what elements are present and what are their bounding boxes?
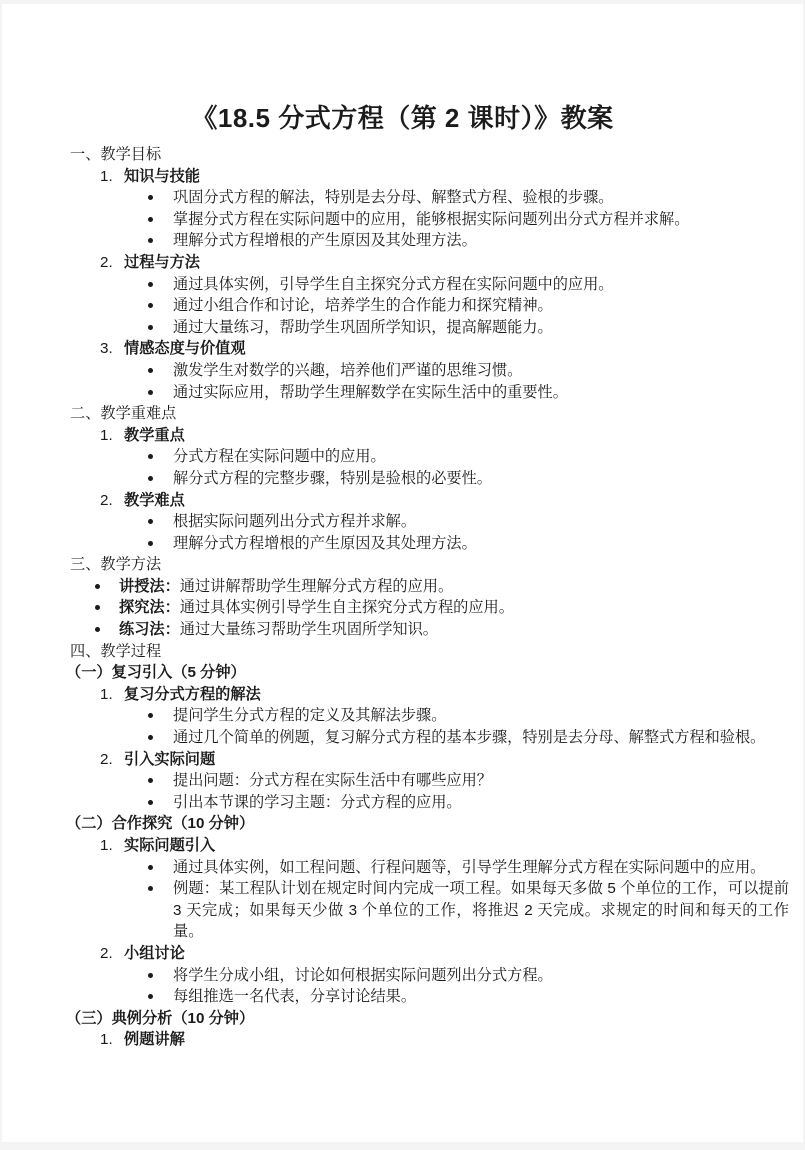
item-number: 1. bbox=[100, 685, 113, 703]
bullet-item bbox=[70, 965, 789, 987]
bullet-icon bbox=[148, 865, 153, 870]
numbered-item bbox=[70, 684, 789, 706]
numbered-item bbox=[70, 1029, 789, 1051]
section-heading-text: 三、教学方法 bbox=[70, 556, 162, 574]
bullet-icon bbox=[148, 238, 153, 243]
method-bullet-item bbox=[70, 619, 789, 641]
bullet-item bbox=[70, 770, 789, 792]
bullet-item bbox=[70, 317, 789, 339]
bullet-icon bbox=[95, 584, 100, 589]
bullet-icon bbox=[148, 282, 153, 287]
bullet-item bbox=[70, 382, 789, 404]
bullet-text: 每组推选一名代表，分享讨论结果。 bbox=[173, 988, 416, 1006]
bullet-item bbox=[70, 468, 789, 490]
bullet-item bbox=[70, 446, 789, 468]
bullet-text: 通过具体实例，引导学生自主探究分式方程在实际问题中的应用。 bbox=[173, 275, 614, 293]
item-number: 3. bbox=[100, 340, 113, 358]
method-description: 通过具体实例引导学生自主探究分式方程的应用。 bbox=[179, 599, 514, 617]
item-title: 例题讲解 bbox=[124, 1031, 185, 1049]
method-bullet-text bbox=[119, 597, 789, 619]
stage-heading-text: （一）复习引入（5 分钟） bbox=[66, 664, 246, 682]
numbered-item bbox=[70, 490, 789, 512]
stage-heading-text: （三）典例分析（10 分钟） bbox=[66, 1009, 255, 1027]
section-heading-text: 二、教学重难点 bbox=[70, 405, 177, 423]
section-heading bbox=[70, 641, 789, 663]
bullet-icon bbox=[148, 800, 153, 805]
item-number: 1. bbox=[100, 426, 113, 444]
bullet-item bbox=[70, 986, 789, 1008]
bullet-icon bbox=[148, 195, 153, 200]
bullet-item bbox=[70, 511, 789, 533]
bullet-icon bbox=[95, 627, 100, 632]
bullet-text: 通过几个简单的例题，复习解分式方程的基本步骤，特别是去分母、解整式方程和验根。 bbox=[173, 729, 766, 747]
item-title: 实际问题引入 bbox=[124, 837, 216, 854]
bullet-text: 掌握分式方程在实际问题中的应用，能够根据实际问题列出分式方程并求解。 bbox=[173, 210, 690, 228]
item-title: 复习分式方程的解法 bbox=[124, 685, 261, 703]
bullet-icon bbox=[95, 605, 100, 610]
bullet-icon bbox=[148, 217, 153, 222]
bullet-item bbox=[70, 230, 789, 252]
bullet-text: 引出本节课的学习主题：分式方程的应用。 bbox=[173, 793, 462, 811]
method-bullet-text bbox=[119, 576, 789, 598]
section-heading bbox=[70, 403, 789, 425]
bullet-item bbox=[70, 857, 789, 879]
bullet-icon bbox=[148, 735, 153, 740]
method-description: 通过讲解帮助学生理解分式方程的应用。 bbox=[179, 577, 454, 595]
bullet-icon bbox=[148, 368, 153, 373]
bullet-text: 通过小组合作和讨论，培养学生的合作能力和探究精神。 bbox=[173, 297, 553, 315]
item-number: 1. bbox=[100, 837, 113, 854]
method-description: 通过大量练习帮助学生巩固所学知识。 bbox=[179, 621, 438, 639]
section-heading-text: 四、教学过程 bbox=[70, 642, 162, 660]
bullet-icon bbox=[148, 476, 153, 481]
bullet-item bbox=[70, 209, 789, 231]
document-body bbox=[2, 144, 803, 1051]
bullet-item bbox=[70, 187, 789, 209]
stage-heading bbox=[66, 1008, 789, 1030]
numbered-item bbox=[70, 749, 789, 771]
bullet-text: 理解分式方程增根的产生原因及其处理方法。 bbox=[173, 232, 477, 250]
section-heading-text: 一、教学目标 bbox=[70, 146, 162, 163]
stage-heading bbox=[66, 662, 789, 684]
item-number: 2. bbox=[100, 944, 113, 962]
bullet-text: 提出问题：分式方程在实际生活中有哪些应用？ bbox=[173, 772, 492, 790]
bullet-icon bbox=[148, 454, 153, 459]
bullet-icon bbox=[148, 519, 153, 524]
bullet-text: 将学生分成小组，讨论如何根据实际问题列出分式方程。 bbox=[173, 966, 553, 984]
document-title: 《18.5 分式方程（第 2 课时）》教案 bbox=[191, 103, 614, 133]
bullet-icon bbox=[148, 713, 153, 718]
bullet-text: 提问学生分式方程的定义及其解法步骤。 bbox=[173, 707, 447, 725]
numbered-item bbox=[70, 425, 789, 447]
numbered-item bbox=[70, 835, 789, 857]
item-number: 2. bbox=[100, 491, 113, 509]
bullet-text: 巩固分式方程的解法，特别是去分母、解整式方程、验根的步骤。 bbox=[173, 189, 614, 207]
bullet-icon bbox=[148, 886, 153, 891]
item-number: 2. bbox=[100, 750, 113, 768]
numbered-item bbox=[70, 252, 789, 274]
numbered-item bbox=[70, 943, 789, 965]
item-title: 引入实际问题 bbox=[124, 750, 216, 768]
bullet-item bbox=[70, 295, 789, 317]
bullet-text: 根据实际问题列出分式方程并求解。 bbox=[173, 513, 416, 531]
item-title: 教学难点 bbox=[124, 491, 185, 509]
method-bullet-text bbox=[119, 619, 789, 641]
method-name: 探究法： bbox=[119, 599, 180, 617]
stage-heading-text: （二）合作探究（10 分钟） bbox=[66, 815, 255, 833]
item-title: 过程与方法 bbox=[124, 253, 200, 271]
bullet-icon bbox=[148, 994, 153, 999]
item-title: 小组讨论 bbox=[124, 944, 185, 962]
item-number: 1. bbox=[100, 1031, 113, 1049]
bullet-text: 例题：某工程队计划在规定时间内完成一项工程。如果每天多做 5 个单位的工作，可以提前 3 天完成；如果每天少做 3 个单位的工作，将推迟 2 天完成。求规定的时间和每天的工作量。 bbox=[173, 880, 789, 941]
bullet-item bbox=[70, 727, 789, 749]
bullet-text: 理解分式方程增根的产生原因及其处理方法。 bbox=[173, 534, 477, 552]
bullet-item bbox=[70, 792, 789, 814]
method-name: 练习法： bbox=[119, 621, 180, 639]
bullet-icon bbox=[148, 541, 153, 546]
item-number: 1. bbox=[100, 167, 113, 185]
bullet-item bbox=[70, 533, 789, 555]
item-title: 教学重点 bbox=[124, 426, 185, 444]
bullet-text: 通过实际应用，帮助学生理解数学在实际生活中的重要性。 bbox=[173, 383, 568, 401]
bullet-item bbox=[70, 705, 789, 727]
document-page bbox=[2, 4, 803, 1142]
section-heading bbox=[70, 554, 789, 576]
section-heading bbox=[70, 144, 789, 166]
item-title: 知识与技能 bbox=[124, 167, 200, 185]
numbered-item bbox=[70, 166, 789, 188]
bullet-text: 通过大量练习，帮助学生巩固所学知识，提高解题能力。 bbox=[173, 318, 553, 336]
bullet-icon bbox=[148, 303, 153, 308]
bullet-item bbox=[70, 360, 789, 382]
bullet-item bbox=[70, 274, 789, 296]
stage-heading bbox=[66, 813, 789, 835]
method-name: 讲授法： bbox=[119, 577, 180, 595]
method-bullet-item bbox=[70, 576, 789, 598]
bullet-icon bbox=[148, 390, 153, 395]
bullet-icon bbox=[148, 778, 153, 783]
bullet-text: 分式方程在实际问题中的应用。 bbox=[173, 448, 386, 466]
bullet-text: 解分式方程的完整步骤，特别是验根的必要性。 bbox=[173, 469, 492, 487]
numbered-item bbox=[70, 338, 789, 360]
bullet-icon bbox=[148, 973, 153, 978]
bullet-icon bbox=[148, 325, 153, 330]
item-number: 2. bbox=[100, 253, 113, 271]
item-title: 情感态度与价值观 bbox=[124, 340, 246, 358]
bullet-text: 通过具体实例，如工程问题、行程问题等，引导学生理解分式方程在实际问题中的应用。 bbox=[173, 858, 766, 876]
bullet-item bbox=[70, 878, 789, 943]
method-bullet-item bbox=[70, 597, 789, 619]
bullet-text: 激发学生对数学的兴趣，培养他们严谨的思维习惯。 bbox=[173, 361, 523, 379]
